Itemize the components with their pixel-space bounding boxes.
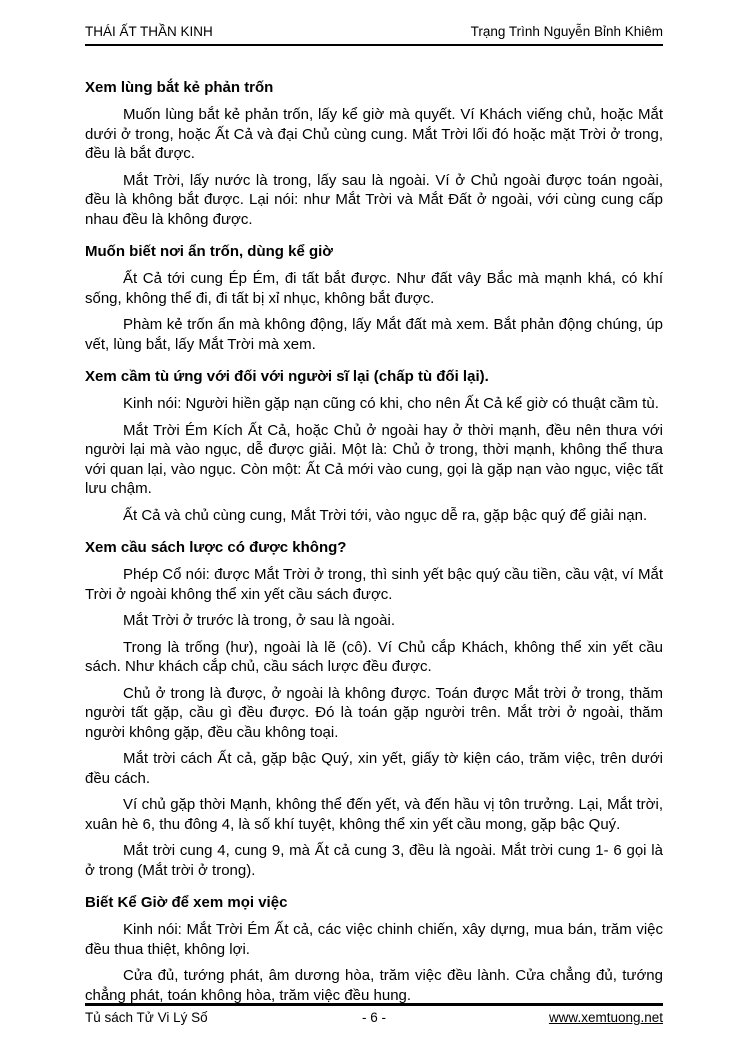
footer-website-link[interactable]: www.xemtuong.net	[548, 1010, 663, 1025]
section-heading: Xem cầm tù ứng với đối với người sĩ lại (chấp tù đối lại).	[85, 368, 489, 385]
footer-page-number: - 6 -	[361, 1010, 386, 1025]
document-body	[85, 78, 663, 1005]
section-heading: Xem lùng bắt kẻ phản trốn	[85, 79, 274, 96]
paragraph: Ất Cả và chủ cùng cung, Mắt Trời tới, vào ngục dễ ra, gặp bậc quý để giải nạn.	[123, 506, 648, 524]
header-book-title: THÁI ẤT THẦN KINH	[85, 24, 213, 39]
paragraph: Phàm kẻ trốn ẩn mà không động, lấy Mắt đất mà xem. Bắt phản động chúng, úp vết, lùng bắt, lấy Mắt Trời mà xem.	[85, 316, 663, 353]
paragraph: Ất Cả tới cung Ép Ém, đi tất bắt được. Như đất vây Bắc mà mạnh khá, có khí sống, không thể đi, đi tất bị xỉ nhục, không bắt được.	[85, 270, 663, 307]
paragraph: Phép Cổ nói: được Mắt Trời ở trong, thì sinh yết bậc quý cầu tiền, cầu vật, ví Mắt Trời ở ngoài không thể xin yết cầu sách được.	[85, 566, 663, 603]
header-author: Trạng Trình Nguyễn Bỉnh Khiêm	[470, 24, 663, 39]
running-footer	[85, 1003, 663, 1025]
section-heading: Muốn biết nơi ẩn trốn, dùng kể giờ	[85, 243, 333, 260]
paragraph: Cửa đủ, tướng phát, âm dương hòa, trăm việc đều lành. Cửa chẳng đủ, tướng chẳng phát, toán không hòa, trăm việc đều hung.	[85, 967, 663, 1004]
section-heading: Xem cầu sách lược có được không?	[85, 539, 347, 556]
running-header	[85, 24, 663, 46]
paragraph: Chủ ở trong là được, ở ngoài là không được. Toán được Mắt trời ở trong, thăm người tất gặp, cầu gì đều được. Đó là toán gặp người trên. Mắt trời ở ngoài, thăm người không gặp, đều cầu không toại.	[85, 684, 663, 741]
paragraph: Mắt Trời Ém Kích Ất Cả, hoặc Chủ ở ngoài hay ở thời mạnh, đều nên thưa với người lại mà vào ngục, dễ được giải. Một là: Chủ ở trong, thời mạnh, không thể thưa với quan lại, vào ngục. Còn một: Ất Cả mới vào cung, gọi là gặp nạn vào ngục, việc tất lưu chậm.	[85, 421, 663, 497]
paragraph: Kinh nói: Mắt Trời Ém Ất cả, các việc chinh chiến, xây dựng, mua bán, trăm việc đều thua thiệt, không lợi.	[85, 921, 663, 958]
section-heading: Biết Kể Giờ để xem mọi việc	[85, 894, 288, 911]
paragraph: Mắt Trời, lấy nước là trong, lấy sau là ngoài. Ví ở Chủ ngoài được toán ngoài, đều là không bắt được. Lại nói: như Mắt Trời và Mắt Đất ở ngoài, với cùng cung cấp nhau đều là không được.	[85, 171, 663, 228]
paragraph: Trong là trống (hư), ngoài là lẽ (cô). Ví Chủ cắp Khách, không thể xin yết cầu sách. Như khách cắp chủ, cầu sách lược đều được.	[85, 638, 663, 675]
paragraph: Muốn lùng bắt kẻ phản trốn, lấy kể giờ mà quyết. Ví Khách viếng chủ, hoặc Mắt dưới ở trong, hoặc Ất Cả và đại Chủ cùng cung. Mắt Trời lối đó hoặc mặt Trời ở trong, đều là bắt được.	[85, 106, 663, 162]
paragraph: Mắt Trời ở trước là trong, ở sau là ngoài.	[123, 612, 395, 629]
footer-series-title: Tủ sách Tử Vi Lý Số	[85, 1010, 208, 1025]
paragraph: Mắt trời cách Ất cả, gặp bậc Quý, xin yết, giấy tờ kiện cáo, trăm việc, trên dưới đều cách.	[85, 750, 663, 787]
paragraph: Mắt trời cung 4, cung 9, mà Ất cả cung 3, đều là ngoài. Mắt trời cung 1- 6 gọi là ở trong (Mắt trời ở trong).	[85, 842, 663, 879]
paragraph: Kinh nói: Người hiền gặp nạn cũng có khi, cho nên Ất Cả kể giờ có thuật cầm tù.	[123, 395, 659, 412]
paragraph: Ví chủ gặp thời Mạnh, không thể đến yết, và đến hầu vị tôn trưởng. Lại, Mắt trời, xuân hè 6, thu đông 4, là số khí tuyệt, không thể xin yết cầu mong, gặp bậc Quý.	[85, 796, 663, 833]
